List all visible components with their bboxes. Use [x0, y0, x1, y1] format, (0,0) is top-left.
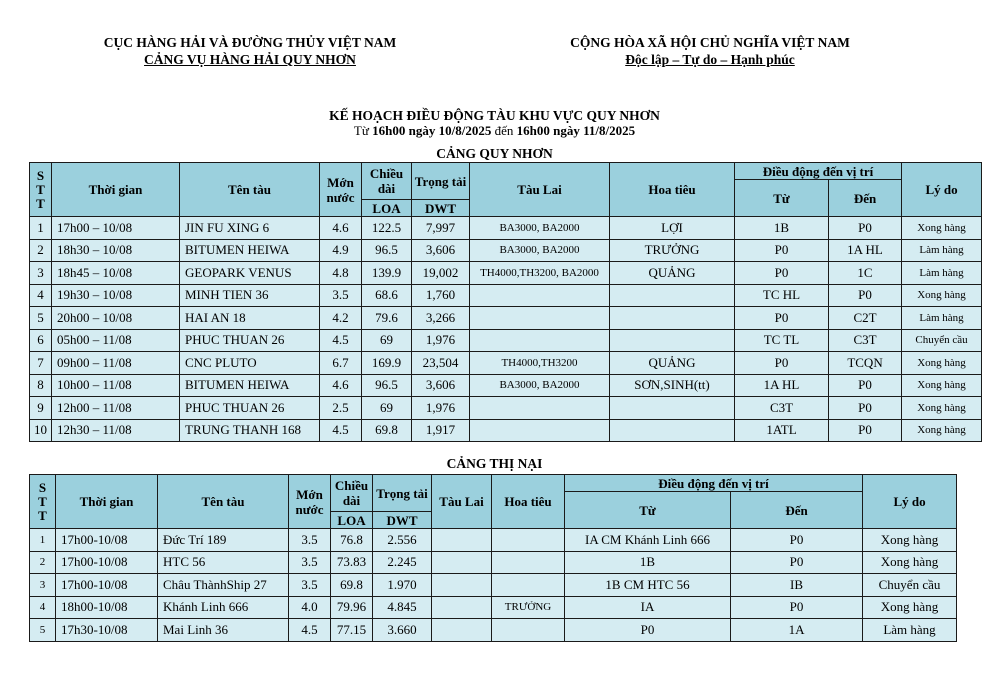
col-loa: LOA: [331, 512, 373, 529]
cell-draft: 4.6: [320, 374, 362, 397]
cell-from: P0: [735, 239, 829, 262]
cell-reason: Làm hàng: [902, 262, 982, 285]
cell-reason: Xong hàng: [902, 284, 982, 307]
cell-time: 17h00-10/08: [56, 574, 158, 597]
cell-from: 1ATL: [735, 419, 829, 442]
cell-reason: Xong hàng: [902, 397, 982, 420]
cell-time: 17h00-10/08: [56, 529, 158, 552]
cell-stt: 2: [30, 551, 56, 574]
cell-to: TCQN: [829, 352, 902, 375]
cell-pilot: SƠN,SINH(tt): [610, 374, 735, 397]
cell-loa: 96.5: [362, 239, 412, 262]
cell-ship: GEOPARK VENUS: [180, 262, 320, 285]
cell-pilot: [492, 619, 565, 642]
cell-stt: 5: [30, 307, 52, 330]
cell-dwt: 1,760: [412, 284, 470, 307]
col-draft: Mớn nước: [320, 163, 362, 217]
national-motto: Độc lập – Tự do – Hạnh phúc: [625, 52, 795, 67]
cell-ship: Khánh Linh 666: [158, 596, 289, 619]
cell-time: 12h00 – 11/08: [52, 397, 180, 420]
table-row: [30, 284, 982, 307]
cell-draft: 4.5: [320, 329, 362, 352]
cell-reason: Chuyển cầu: [902, 329, 982, 352]
cell-draft: 4.2: [320, 307, 362, 330]
cell-from: P0: [565, 619, 731, 642]
table-row: [30, 397, 982, 420]
cell-tug: [432, 529, 492, 552]
cell-draft: 3.5: [289, 529, 331, 552]
cell-pilot: [492, 551, 565, 574]
cell-stt: 8: [30, 374, 52, 397]
cell-dwt: 1,976: [412, 397, 470, 420]
table-row: [30, 329, 982, 352]
cell-dwt: 2.556: [373, 529, 432, 552]
col-reason: Lý do: [863, 475, 957, 529]
cell-to: P0: [731, 551, 863, 574]
cell-from: TC TL: [735, 329, 829, 352]
col-to: Đến: [829, 180, 902, 217]
cell-pilot: LỢI: [610, 217, 735, 240]
cell-reason: Xong hàng: [902, 419, 982, 442]
table-row: [30, 307, 982, 330]
cell-loa: 96.5: [362, 374, 412, 397]
col-tonnage: Trọng tải: [373, 475, 432, 512]
col-pilot: Hoa tiêu: [610, 163, 735, 217]
cell-dwt: 1,976: [412, 329, 470, 352]
cell-draft: 3.5: [289, 551, 331, 574]
cell-reason: Xong hàng: [902, 374, 982, 397]
cell-stt: 1: [30, 529, 56, 552]
cell-tug: [432, 551, 492, 574]
cell-dwt: 1,917: [412, 419, 470, 442]
cell-to: P0: [829, 284, 902, 307]
cell-tug: [470, 397, 610, 420]
cell-time: 17h00-10/08: [56, 551, 158, 574]
cell-loa: 76.8: [331, 529, 373, 552]
cell-from: 1B: [565, 551, 731, 574]
col-length: Chiều dài: [362, 163, 412, 200]
table-row: [30, 619, 957, 642]
table-row: [30, 239, 982, 262]
cell-tug: TH4000,TH3200, BA2000: [470, 262, 610, 285]
col-to: Đến: [731, 492, 863, 529]
cell-ship: Mai Linh 36: [158, 619, 289, 642]
cell-draft: 3.5: [289, 574, 331, 597]
table-row: [30, 551, 957, 574]
agency-header: [70, 34, 430, 68]
col-pilot: Hoa tiêu: [492, 475, 565, 529]
cell-from: TC HL: [735, 284, 829, 307]
cell-dwt: 2.245: [373, 551, 432, 574]
cell-dwt: 3,606: [412, 239, 470, 262]
table-row: [30, 596, 957, 619]
cell-to: 1A: [731, 619, 863, 642]
cell-time: 10h00 – 11/08: [52, 374, 180, 397]
cell-from: 1A HL: [735, 374, 829, 397]
cell-reason: Làm hàng: [902, 239, 982, 262]
cell-reason: Làm hàng: [902, 307, 982, 330]
col-dwt: DWT: [412, 200, 470, 217]
col-tug: Tàu Lai: [432, 475, 492, 529]
col-time: Thời gian: [56, 475, 158, 529]
cell-pilot: TRƯỞNG: [492, 596, 565, 619]
cell-draft: 4.5: [320, 419, 362, 442]
port1-schedule-table: [29, 162, 982, 442]
cell-loa: 122.5: [362, 217, 412, 240]
cell-draft: 4.8: [320, 262, 362, 285]
cell-loa: 69.8: [362, 419, 412, 442]
cell-loa: 77.15: [331, 619, 373, 642]
col-time: Thời gian: [52, 163, 180, 217]
cell-pilot: [610, 397, 735, 420]
cell-to: 1C: [829, 262, 902, 285]
cell-tug: BA3000, BA2000: [470, 374, 610, 397]
cell-ship: CNC PLUTO: [180, 352, 320, 375]
cell-dwt: 23,504: [412, 352, 470, 375]
cell-stt: 4: [30, 284, 52, 307]
cell-time: 12h30 – 11/08: [52, 419, 180, 442]
cell-stt: 9: [30, 397, 52, 420]
document-subtitle: Từ 16h00 ngày 10/8/2025 đến 16h00 ngày 11/8/2025: [353, 123, 636, 138]
cell-loa: 139.9: [362, 262, 412, 285]
cell-time: 18h30 – 10/08: [52, 239, 180, 262]
cell-loa: 169.9: [362, 352, 412, 375]
col-from: Từ: [565, 492, 731, 529]
port-authority-name: CẢNG VỤ HÀNG HẢI QUY NHƠN: [144, 52, 356, 67]
cell-tug: [432, 574, 492, 597]
cell-ship: JIN FU XING 6: [180, 217, 320, 240]
port2-title: CẢNG THỊ NẠI: [446, 456, 543, 471]
cell-tug: [470, 419, 610, 442]
cell-from: P0: [735, 262, 829, 285]
cell-dwt: 3.660: [373, 619, 432, 642]
table-row: [30, 574, 957, 597]
document-title: KẾ HOẠCH ĐIỀU ĐỘNG TÀU KHU VỰC QUY NHƠN: [329, 108, 660, 123]
port1-title: CẢNG QUY NHƠN: [436, 146, 553, 161]
cell-stt: 4: [30, 596, 56, 619]
col-move-to: Điều động đến vị trí: [735, 163, 902, 180]
cell-to: P0: [829, 397, 902, 420]
port2-schedule-table: [29, 474, 957, 642]
col-from: Từ: [735, 180, 829, 217]
cell-loa: 79.6: [362, 307, 412, 330]
cell-draft: 4.5: [289, 619, 331, 642]
cell-stt: 5: [30, 619, 56, 642]
col-ship: Tên tàu: [158, 475, 289, 529]
cell-loa: 69: [362, 397, 412, 420]
cell-ship: HTC 56: [158, 551, 289, 574]
col-draft: Mớn nước: [289, 475, 331, 529]
cell-time: 18h45 – 10/08: [52, 262, 180, 285]
cell-from: P0: [735, 307, 829, 330]
cell-loa: 69.8: [331, 574, 373, 597]
cell-reason: Xong hàng: [902, 352, 982, 375]
cell-pilot: [492, 574, 565, 597]
cell-draft: 3.5: [320, 284, 362, 307]
cell-dwt: 4.845: [373, 596, 432, 619]
col-dwt: DWT: [373, 512, 432, 529]
cell-stt: 2: [30, 239, 52, 262]
cell-reason: Xong hàng: [863, 551, 957, 574]
cell-time: 20h00 – 10/08: [52, 307, 180, 330]
cell-from: C3T: [735, 397, 829, 420]
cell-to: 1A HL: [829, 239, 902, 262]
cell-dwt: 3,266: [412, 307, 470, 330]
cell-tug: [470, 307, 610, 330]
cell-stt: 3: [30, 262, 52, 285]
cell-from: IA: [565, 596, 731, 619]
cell-to: P0: [829, 217, 902, 240]
col-tonnage: Trọng tải: [412, 163, 470, 200]
cell-pilot: [610, 307, 735, 330]
cell-tug: [470, 284, 610, 307]
cell-to: C3T: [829, 329, 902, 352]
cell-time: 18h00-10/08: [56, 596, 158, 619]
cell-to: P0: [829, 419, 902, 442]
cell-tug: [432, 619, 492, 642]
cell-reason: Chuyển cầu: [863, 574, 957, 597]
national-title: CỘNG HÒA XÃ HỘI CHỦ NGHĨA VIỆT NAM: [570, 35, 850, 50]
cell-to: P0: [731, 529, 863, 552]
cell-to: IB: [731, 574, 863, 597]
cell-draft: 4.6: [320, 217, 362, 240]
cell-dwt: 1.970: [373, 574, 432, 597]
cell-pilot: [610, 284, 735, 307]
cell-ship: PHUC THUAN 26: [180, 329, 320, 352]
cell-reason: Làm hàng: [863, 619, 957, 642]
table-row: [30, 529, 957, 552]
cell-ship: BITUMEN HEIWA: [180, 239, 320, 262]
col-tug: Tàu Lai: [470, 163, 610, 217]
cell-tug: BA3000, BA2000: [470, 217, 610, 240]
cell-stt: 6: [30, 329, 52, 352]
cell-ship: PHUC THUAN 26: [180, 397, 320, 420]
agency-name: CỤC HÀNG HẢI VÀ ĐƯỜNG THỦY VIỆT NAM: [103, 35, 397, 50]
cell-ship: Châu ThànhShip 27: [158, 574, 289, 597]
cell-loa: 69: [362, 329, 412, 352]
cell-pilot: [492, 529, 565, 552]
cell-ship: HAI AN 18: [180, 307, 320, 330]
cell-loa: 79.96: [331, 596, 373, 619]
table-row: [30, 374, 982, 397]
cell-from: 1B: [735, 217, 829, 240]
cell-ship: BITUMEN HEIWA: [180, 374, 320, 397]
col-ship: Tên tàu: [180, 163, 320, 217]
cell-stt: 3: [30, 574, 56, 597]
table-row: [30, 419, 982, 442]
col-length: Chiều dài: [331, 475, 373, 512]
cell-loa: 68.6: [362, 284, 412, 307]
cell-to: P0: [829, 374, 902, 397]
cell-dwt: 3,606: [412, 374, 470, 397]
col-loa: LOA: [362, 200, 412, 217]
cell-pilot: [610, 419, 735, 442]
cell-tug: [470, 329, 610, 352]
col-reason: Lý do: [902, 163, 982, 217]
cell-ship: TRUNG THANH 168: [180, 419, 320, 442]
cell-from: IA CM Khánh Linh 666: [565, 529, 731, 552]
cell-time: 19h30 – 10/08: [52, 284, 180, 307]
cell-from: P0: [735, 352, 829, 375]
col-stt: S T T: [30, 163, 52, 217]
cell-to: P0: [731, 596, 863, 619]
cell-time: 05h00 – 11/08: [52, 329, 180, 352]
cell-ship: MINH TIEN 36: [180, 284, 320, 307]
cell-stt: 7: [30, 352, 52, 375]
table-row: [30, 262, 982, 285]
cell-reason: Xong hàng: [863, 529, 957, 552]
cell-dwt: 19,002: [412, 262, 470, 285]
cell-pilot: QUẢNG: [610, 262, 735, 285]
cell-draft: 2.5: [320, 397, 362, 420]
table-row: [30, 352, 982, 375]
cell-tug: TH4000,TH3200: [470, 352, 610, 375]
national-header: [520, 34, 900, 68]
cell-stt: 1: [30, 217, 52, 240]
table-row: [30, 217, 982, 240]
col-stt: S T T: [30, 475, 56, 529]
cell-reason: Xong hàng: [902, 217, 982, 240]
cell-stt: 10: [30, 419, 52, 442]
cell-tug: BA3000, BA2000: [470, 239, 610, 262]
cell-tug: [432, 596, 492, 619]
cell-draft: 4.9: [320, 239, 362, 262]
cell-loa: 73.83: [331, 551, 373, 574]
cell-dwt: 7,997: [412, 217, 470, 240]
cell-draft: 6.7: [320, 352, 362, 375]
cell-pilot: [610, 329, 735, 352]
cell-pilot: QUẢNG: [610, 352, 735, 375]
cell-time: 17h00 – 10/08: [52, 217, 180, 240]
cell-from: 1B CM HTC 56: [565, 574, 731, 597]
cell-reason: Xong hàng: [863, 596, 957, 619]
col-move-to: Điều động đến vị trí: [565, 475, 863, 492]
cell-time: 17h30-10/08: [56, 619, 158, 642]
cell-to: C2T: [829, 307, 902, 330]
cell-draft: 4.0: [289, 596, 331, 619]
cell-pilot: TRƯỞNG: [610, 239, 735, 262]
cell-ship: Đức Trí 189: [158, 529, 289, 552]
cell-time: 09h00 – 11/08: [52, 352, 180, 375]
